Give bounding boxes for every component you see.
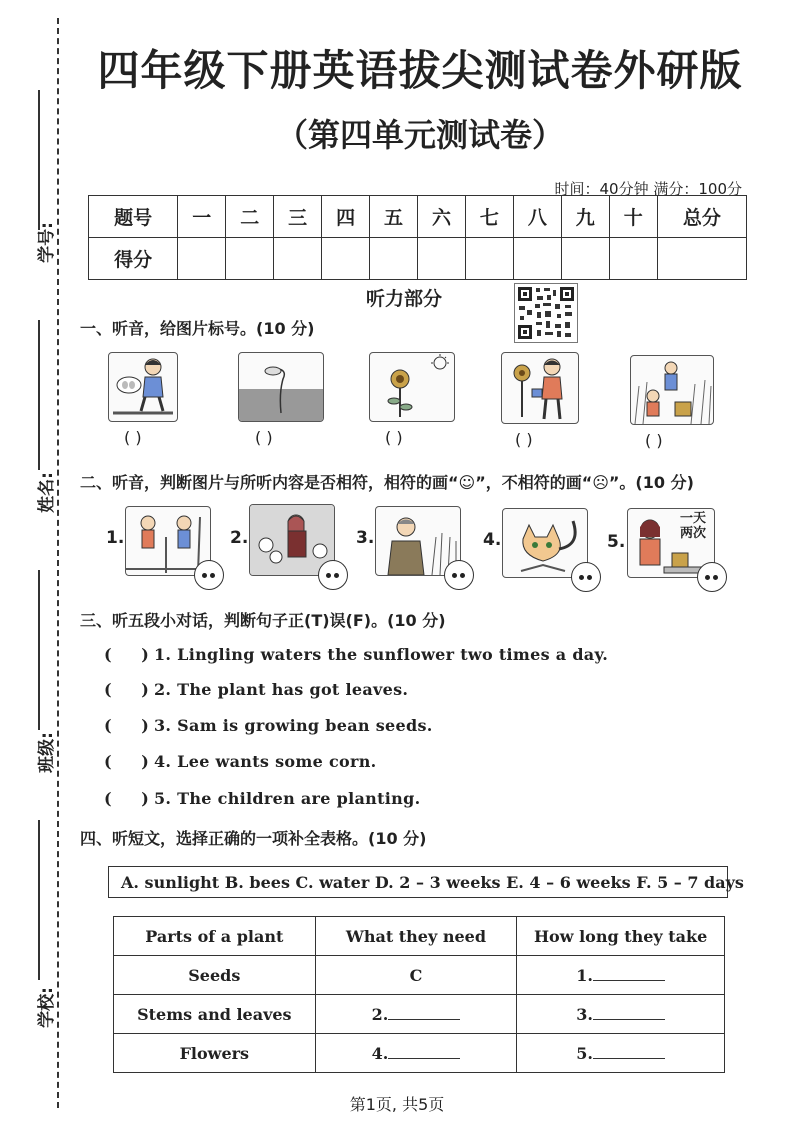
score-blank[interactable] xyxy=(226,238,274,280)
score-cell: 二 xyxy=(226,196,274,238)
item-number: 2. xyxy=(230,528,249,548)
class-label: 班级: xyxy=(36,732,57,773)
table-row xyxy=(114,1034,725,1073)
student-no-line xyxy=(38,90,40,230)
section4-title: 四、听短文，选择正确的一项补全表格。(10 分) xyxy=(80,829,427,848)
item-number: 4. xyxy=(483,530,502,550)
score-blank[interactable] xyxy=(274,238,322,280)
answer-paren[interactable]: ( ) xyxy=(255,428,273,447)
table-header: Parts of a plant xyxy=(114,917,316,956)
answer-blank[interactable] xyxy=(388,1044,460,1059)
picture-seed-sprout xyxy=(238,352,324,422)
score-cell: 六 xyxy=(417,196,465,238)
score-table xyxy=(88,195,747,280)
face-circle-icon[interactable] xyxy=(444,560,474,590)
school-line xyxy=(38,820,40,980)
section1-title: 一、听音，给图片标号。(10 分) xyxy=(80,319,315,338)
score-blank[interactable] xyxy=(561,238,609,280)
student-no-field[interactable] xyxy=(10,80,57,280)
answer-blank-cell[interactable]: 1. xyxy=(517,956,725,995)
score-cell: 九 xyxy=(561,196,609,238)
statement-item: ( ) 1. Lingling waters the sunflower two times a day. xyxy=(104,645,609,664)
answer-blank-cell[interactable]: 2. xyxy=(315,995,517,1034)
answer-blank[interactable] xyxy=(593,1005,665,1020)
answer-paren[interactable]: ( ) xyxy=(645,431,663,450)
answer-paren[interactable]: ( ) xyxy=(104,716,150,735)
answer-paren[interactable]: ( ) xyxy=(104,752,150,771)
answer-blank[interactable] xyxy=(593,1044,665,1059)
item-number: 1. xyxy=(106,528,125,548)
school-field[interactable] xyxy=(10,810,57,1030)
table-row xyxy=(114,995,725,1034)
answer-paren[interactable]: ( ) xyxy=(515,430,533,449)
table-header: What they need xyxy=(315,917,517,956)
answer-blank[interactable] xyxy=(593,966,665,981)
face-circle-icon[interactable] xyxy=(571,562,601,592)
score-blank[interactable] xyxy=(657,238,746,280)
table-cell: C xyxy=(315,956,517,995)
answer-paren[interactable]: ( ) xyxy=(124,428,142,447)
score-blank[interactable] xyxy=(322,238,370,280)
picture-farm-harvest xyxy=(630,355,714,425)
picture-sunflower-sun xyxy=(369,352,455,422)
statement-item: ( ) 5. The children are planting. xyxy=(104,789,421,808)
student-no-label: 学号: xyxy=(36,222,57,263)
score-cell: 七 xyxy=(465,196,513,238)
score-cell: 题号 xyxy=(89,196,178,238)
name-line xyxy=(38,320,40,470)
name-label: 姓名: xyxy=(36,472,57,513)
score-cell: 三 xyxy=(274,196,322,238)
statement-item: ( ) 2. The plant has got leaves. xyxy=(104,680,409,699)
score-blank[interactable] xyxy=(465,238,513,280)
score-table-score-row xyxy=(89,238,747,280)
score-blank[interactable] xyxy=(513,238,561,280)
answer-blank-cell[interactable]: 3. xyxy=(517,995,725,1034)
qr-code-icon[interactable] xyxy=(514,283,578,343)
options-box: A. sunlight B. bees C. water D. 2 – 3 weeks E. 4 – 6 weeks F. 5 – 7 days xyxy=(108,866,728,898)
score-blank[interactable] xyxy=(178,238,226,280)
picture-boy-planting xyxy=(108,352,178,422)
table-row xyxy=(114,956,725,995)
section3-title: 三、听五段小对话，判断句子正(T)误(F)。(10 分) xyxy=(80,611,446,630)
score-blank[interactable] xyxy=(417,238,465,280)
face-circle-icon[interactable] xyxy=(318,560,348,590)
answer-blank-cell[interactable]: 4. xyxy=(315,1034,517,1073)
answer-paren[interactable]: ( ) xyxy=(385,428,403,447)
page-footer: 第1页, 共5页 xyxy=(349,1095,445,1114)
table-header-row xyxy=(114,917,725,956)
score-cell: 总分 xyxy=(657,196,746,238)
answer-paren[interactable]: ( ) xyxy=(104,789,150,808)
score-blank[interactable] xyxy=(370,238,418,280)
score-cell: 四 xyxy=(322,196,370,238)
plant-table xyxy=(113,916,725,1073)
score-cell: 十 xyxy=(609,196,657,238)
table-header: How long they take xyxy=(517,917,725,956)
face-circle-icon[interactable] xyxy=(194,560,224,590)
table-cell: Seeds xyxy=(114,956,316,995)
class-line xyxy=(38,570,40,730)
name-field[interactable] xyxy=(10,310,57,513)
table-cell: Flowers xyxy=(114,1034,316,1073)
picture-caption: 一天两次 xyxy=(679,511,706,541)
statement-item: ( ) 4. Lee wants some corn. xyxy=(104,752,377,771)
answer-paren[interactable]: ( ) xyxy=(104,645,150,664)
face-circle-icon[interactable] xyxy=(697,562,727,592)
table-cell: Stems and leaves xyxy=(114,995,316,1034)
picture-boy-watering-sunflower xyxy=(501,352,579,424)
school-label: 学校: xyxy=(36,987,57,1028)
answer-blank[interactable] xyxy=(388,1005,460,1020)
score-blank[interactable] xyxy=(609,238,657,280)
class-field[interactable] xyxy=(10,560,57,780)
score-cell: 八 xyxy=(513,196,561,238)
page-title: 四年级下册英语拔尖测试卷外研版 xyxy=(97,46,743,95)
answer-paren[interactable]: ( ) xyxy=(104,680,150,699)
item-number: 5. xyxy=(607,532,626,552)
score-row-label: 得分 xyxy=(89,238,178,280)
time-info: 时间：40分钟 满分：100分 xyxy=(554,180,742,198)
item-number: 3. xyxy=(356,528,375,548)
section2-title: 二、听音，判断图片与所听内容是否相符，相符的画“☺”，不相符的画“☹”。(10 分) xyxy=(80,473,694,492)
score-cell: 五 xyxy=(370,196,418,238)
binding-dashed-line xyxy=(57,18,59,1108)
answer-blank-cell[interactable]: 5. xyxy=(517,1034,725,1073)
score-cell: 一 xyxy=(178,196,226,238)
score-table-header-row xyxy=(89,196,747,238)
listening-heading: 听力部分 xyxy=(366,288,443,310)
page-subtitle: （第四单元测试卷） xyxy=(275,116,564,154)
statement-item: ( ) 3. Sam is growing bean seeds. xyxy=(104,716,433,735)
